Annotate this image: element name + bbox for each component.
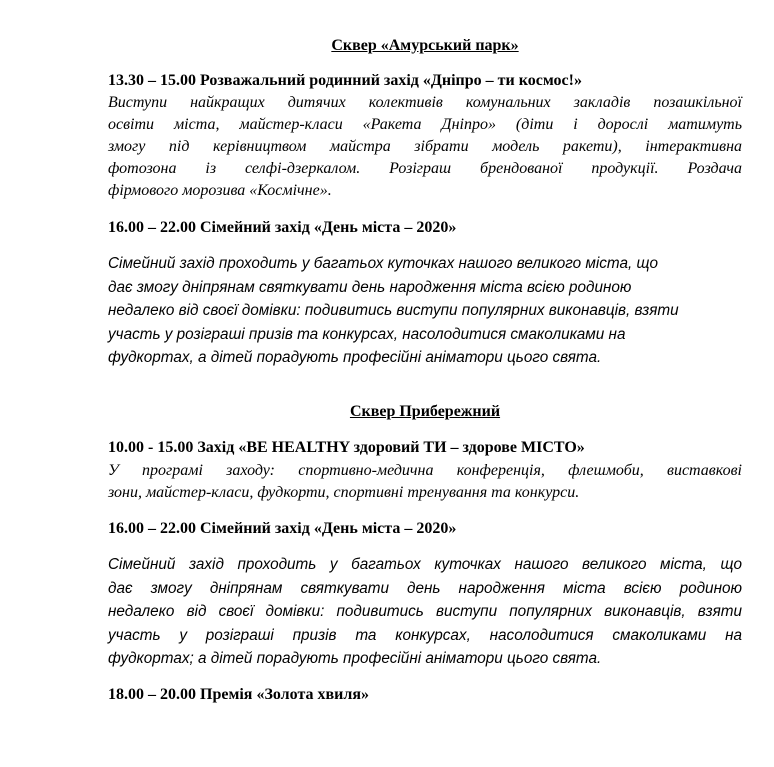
event-title-dnipro-cosmos: 13.30 – 15.00 Розважальний родинний захід «Дніпро – ти космос!»	[108, 72, 582, 89]
description-line: освіти міста, майстер-класи «Ракета Дніпро» (діти і дорослі матимуть	[108, 116, 742, 133]
event-description-city-day-2	[108, 553, 742, 671]
description-line: фірмового морозива «Космічне».	[108, 182, 332, 199]
event-title-city-day-1: 16.00 – 22.00 Сімейний захід «День міста – 2020»	[108, 219, 457, 236]
description-line: Сімейний захід проходить у багатьох куточках нашого великого міста, що	[108, 556, 742, 573]
event-title-city-day-2: 16.00 – 22.00 Сімейний захід «День міста – 2020»	[108, 520, 457, 537]
event-description-be-healthy	[108, 460, 742, 504]
description-line: фудкортах; а дітей порадують професійні аніматори цього свята.	[108, 650, 602, 667]
description-line: недалеко від своєї домівки: подивитись виступи популярних виконавців, взяти	[108, 603, 742, 620]
description-line: У програмі заходу: спортивно-медична конференція, флешмоби, виставкові	[108, 462, 742, 479]
section-title-pryberezhny: Сквер Прибережний	[349, 403, 501, 420]
description-line: Виступи найкращих дитячих колективів комунальних закладів позашкільної	[108, 94, 742, 111]
description-line: дає змогу дніпрянам святкувати день народження міста всією родиною	[108, 278, 632, 296]
description-line: Сімейний захід проходить у багатьох куточках нашого великого міста, що	[108, 255, 658, 272]
description-line: змогу під керівництвом майстра зібрати модель ракети), інтерактивна	[108, 138, 742, 155]
event-description-dnipro-cosmos	[108, 92, 742, 202]
section-title-amursky-park: Сквер «Амурський парк»	[331, 37, 519, 54]
description-line: дає змогу дніпрянам святкувати день народження міста всією родиною	[108, 579, 742, 597]
description-line: зони, майстер-класи, фудкорти, спортивні тренування та конкурси.	[108, 484, 580, 501]
description-line: фудкортах, а дітей порадують професійні аніматори цього свята.	[108, 349, 602, 366]
event-title-be-healthy: 10.00 - 15.00 Захід «BE HEALTHY здоровий ТИ – здорове МІСТО»	[108, 439, 585, 456]
description-line: участь у розіграші призів та конкурсах, насолодитися смаколиками на	[108, 325, 626, 343]
event-description-city-day-1	[108, 252, 742, 370]
description-line: участь у розіграші призів та конкурсах, насолодитися смаколиками на	[108, 626, 742, 644]
description-line: фотозона із селфі-дзеркалом. Розіграш брендованої продукції. Роздача	[108, 160, 742, 177]
event-title-golden-wave: 18.00 – 20.00 Премія «Золота хвиля»	[108, 686, 369, 703]
description-line: недалеко від своєї домівки: подивитись виступи популярних виконавців, взяти	[108, 302, 679, 319]
